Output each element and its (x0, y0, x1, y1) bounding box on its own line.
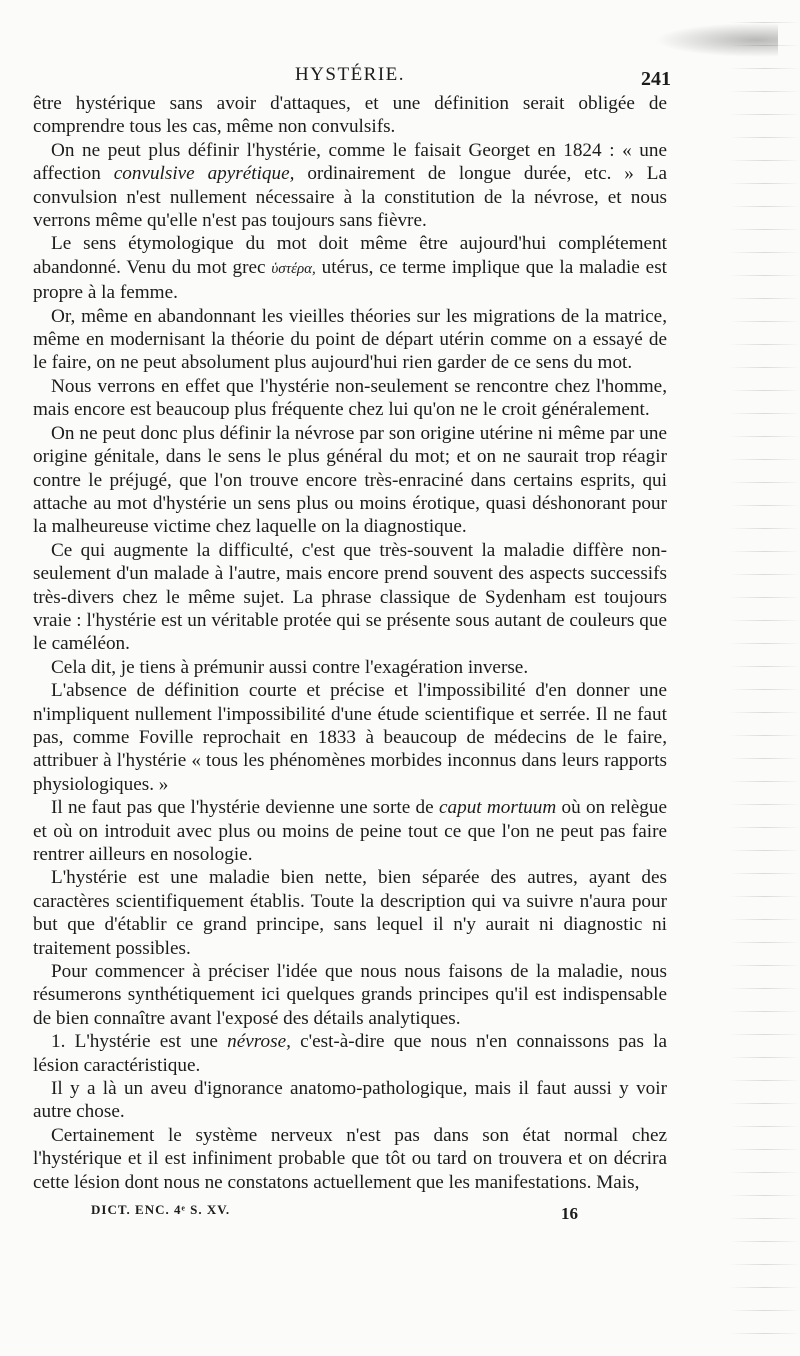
body-text (33, 92, 667, 1194)
scan-margin-artifact (730, 0, 800, 1356)
paragraph: Le sens étymologique du mot doit même être aujourd'hui complétement abandonné. Venu du mot grec ὑστέρα, utérus, ce terme implique que la maladie est propre à la femme. (33, 233, 668, 304)
paragraph: Cela dit, je tiens à prémunir aussi contre l'exagération inverse. (51, 656, 529, 678)
italic-term: convulsive apyrétique, (113, 163, 295, 185)
paragraph: On ne peut plus définir l'hystérie, comme le faisait Georget en 1824 : « une affection convulsive apyrétique, ordinairement de longue durée, etc. » La convulsion n'est nullement nécessaire à la constitution de la névrose, et nous verrons même qu'elle n'est pas toujours sans fièvre. (33, 139, 667, 232)
paragraph: L'absence de définition courte et précise et l'impossibilité d'en donner une n'impliquent nullement l'impossibilité d'une étude scientifique et serrée. Il ne faut pas, comme Foville reprochait en 1833 à beaucoup de médecins de le faire, attribuer à l'hystérie « tous les phénomènes morbides inconnus dans leurs rapports physiologiques. » (33, 680, 667, 795)
paragraph: Pour commencer à préciser l'idée que nous nous faisons de la maladie, nous résumerons synthétiquement ici quelques grands principes qu'il est indispensable de bien connaître avant l'exposé des détails analytiques. (33, 961, 667, 1029)
paragraph: Nous verrons en effet que l'hystérie non-seulement se rencontre chez l'homme, mais encore est beaucoup plus fréquente chez lui qu'on ne le croit généralement. (33, 375, 667, 421)
page-header (33, 58, 671, 92)
paragraph: Il y a là un aveu d'ignorance anatomo-pathologique, mais il faut aussi y voir autre chose. (33, 1078, 667, 1123)
greek-word: ὑστέρα, (271, 260, 316, 277)
page-number: 241 (641, 68, 671, 90)
paragraph: Certainement le système nerveux n'est pas dans son état normal chez l'hystérique et il est infiniment probable que tôt ou tard on trouvera et on décrira cette lésion dont nous ne constatons actuellement que les manifestations. Mais, (33, 1124, 667, 1193)
page-footer (33, 1200, 667, 1240)
scan-corner-artifact (638, 20, 778, 60)
paragraph: On ne peut donc plus définir la névrose par son origine utérine ni même par une origine génitale, dans le sens le plus général du mot; et on ne saurait trop réagir contre le préjugé, que l'on trouve encore très-enraciné dans certains esprits, qui attache au mot d'hystérie un sens plus ou moins érotique, quasi déshonorant pour la malheureuse victime chez laquelle on la diagnostique. (33, 422, 667, 538)
paragraph: être hystérique sans avoir d'attaques, et une définition serait obligée de comprendre tous les cas, même non convulsifs. (33, 93, 667, 138)
italic-term: névrose, (227, 1031, 291, 1053)
paragraph: Ce qui augmente la difficulté, c'est que très-souvent la maladie diffère non-seulement d'un malade à l'autre, mais encore prend souvent des aspects successifs très-divers chez le même sujet. La phrase classique de Sydenham est toujours vraie : l'hystérie est un véritable protée qui se présente sous autant de couleurs que le caméléon. (33, 539, 667, 655)
signature-mark: DICT. ENC. 4ᵉ S. XV. (91, 1202, 231, 1218)
sheet-number: 16 (561, 1204, 578, 1224)
paragraph: 1. L'hystérie est une névrose, c'est-à-dire que nous n'en connaissons pas la lésion caractéristique. (33, 1031, 668, 1076)
paragraph: Or, même en abandonnant les vieilles théories sur les migrations de la matrice, même en modernisant la théorie du point de départ utérin comme on a essayé de le faire, on ne peut absolument plus aujourd'hui rien garder de ce sens du mot. (33, 305, 667, 374)
book-page (33, 58, 671, 1240)
paragraph: L'hystérie est une maladie bien nette, bien séparée des autres, ayant des caractères scientifiquement établis. Toute la description qui va suivre n'aura pour but que d'établir ce grand principe, sans lequel il n'y aurait ni diagnostic ni traitement possibles. (33, 867, 667, 959)
running-title: HYSTÉRIE. (294, 64, 406, 85)
italic-term: caput mortuum (438, 797, 557, 819)
paragraph: Il ne faut pas que l'hystérie devienne une sorte de caput mortuum où on relègue et où on introduit avec plus ou moins de peine tout ce que l'on ne peut pas faire rentrer ailleurs en nosologie. (33, 797, 668, 865)
